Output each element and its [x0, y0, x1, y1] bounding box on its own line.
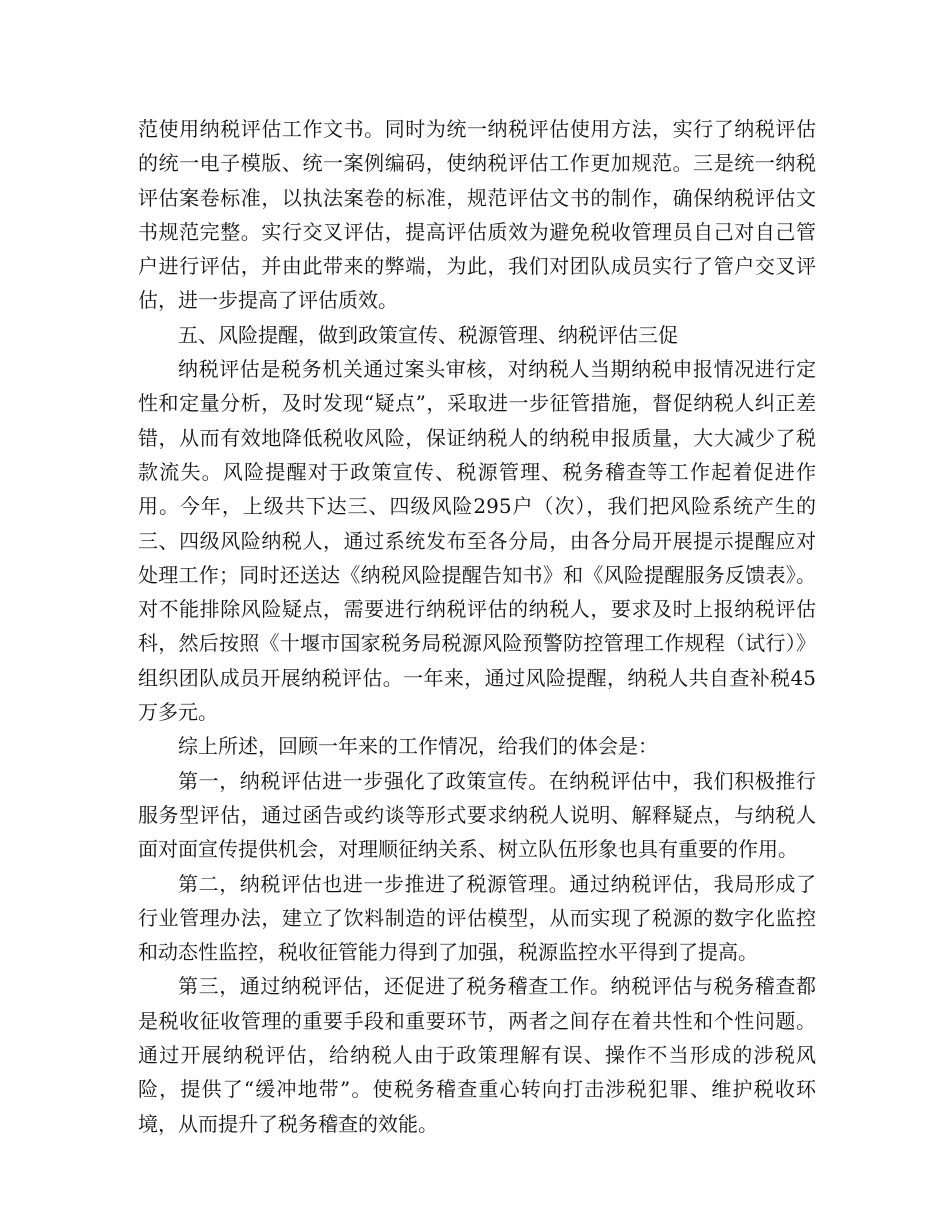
paragraph-point-three: 第三，通过纳税评估，还促进了税务稽查工作。纳税评估与税务稽查都是税收征收管理的重要手段和重要环节，两者之间存在着共性和个性问题。通过开展纳税评估，给纳税人由于政策理解有误、操作不当形成的涉税风险，提供了“缓冲地带”。使税务稽查重心转向打击涉税犯罪、维护税收环境，从而提升了税务稽查的效能。 [138, 974, 816, 1136]
section-heading-risk-reminder: 五、风险提醒，做到政策宣传、税源管理、纳税评估三促 [178, 322, 678, 347]
paragraph-summary-intro: 综上所述，回顾一年来的工作情况，给我们的体会是： [178, 734, 658, 759]
paragraph-continuation: 范使用纳税评估工作文书。同时为统一纳税评估使用方法，实行了纳税评估的统一电子模版、统一案例编码，使纳税评估工作更加规范。三是统一纳税评估案卷标准，以执法案卷的标准，规范评估文书的制作，确保纳税评估文书规范完整。实行交叉评估，提高评估质效为避免税收管理员自己对自己管户进行评估，并由此带来的弊端，为此，我们对团队成员实行了管户交叉评估，进一步提高了评估质效。 [138, 117, 816, 313]
paragraph-point-two: 第二，纳税评估也进一步推进了税源管理。通过纳税评估，我局形成了行业管理办法，建立了饮料制造的评估模型，从而实现了税源的数字化监控和动态性监控，税收征管能力得到了加强，税源监控水平得到了提高。 [138, 871, 816, 965]
paragraph-point-one: 第一，纳税评估进一步强化了政策宣传。在纳税评估中，我们积极推行服务型评估，通过函告或约谈等形式要求纳税人说明、解释疑点，与纳税人面对面宣传提供机会，对理顺征纳关系、树立队伍形象也具有重要的作用。 [138, 768, 816, 862]
document-page [138, 112, 816, 1141]
paragraph-risk-reminder: 纳税评估是税务机关通过案头审核，对纳税人当期纳税申报情况进行定性和定量分析，及时发现“疑点”，采取进一步征管措施，督促纳税人纠正差错，从而有效地降低税收风险，保证纳税人的纳税申报质量，大大减少了税款流失。风险提醒对于政策宣传、税源管理、税务稽查等工作起着促进作用。今年，上级共下达三、四级风险295户（次），我们把风险系统产生的三、四级风险纳税人，通过系统发布至各分局，由各分局开展提示提醒应对处理工作；同时还送达《纳税风险提醒告知书》和《风险提醒服务反馈表》。对不能排除风险疑点，需要进行纳税评估的纳税人，要求及时上报纳税评估科，然后按照《十堰市国家税务局税源风险预警防控管理工作规程（试行）》组织团队成员开展纳税评估。一年来，通过风险提醒，纳税人共自查补税45万多元。 [138, 357, 816, 725]
